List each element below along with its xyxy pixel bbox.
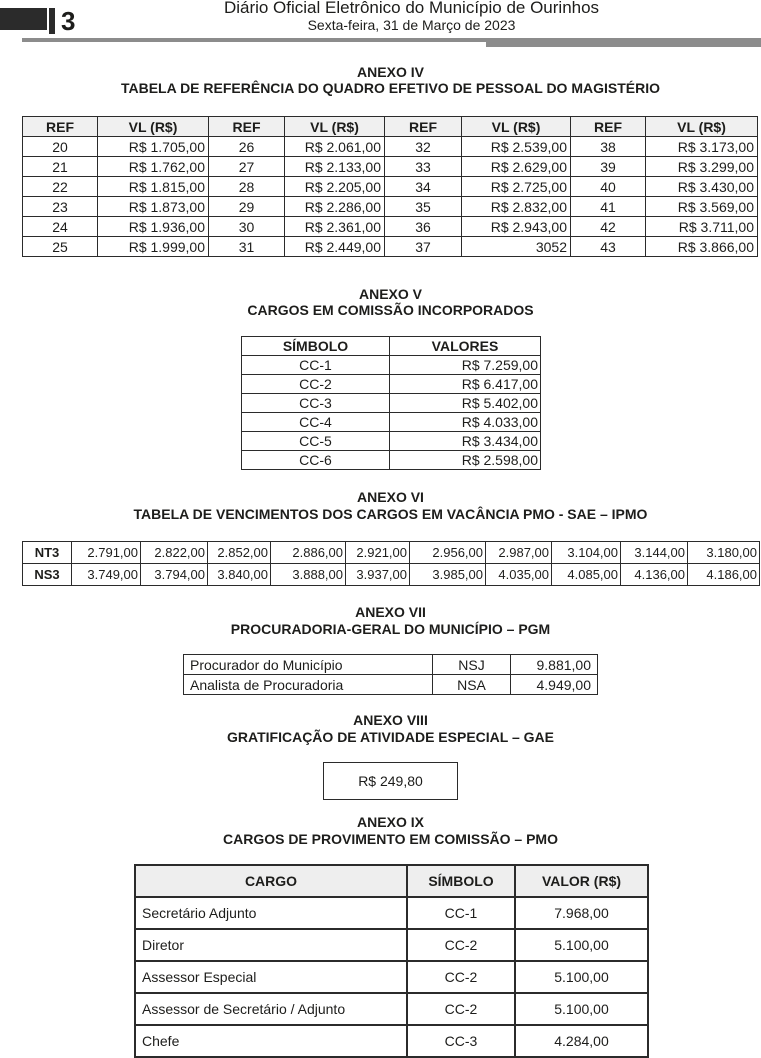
col-header-ref: REF	[571, 117, 646, 137]
position-cell: Analista de Procuradoria	[184, 675, 433, 695]
table-row	[23, 564, 760, 586]
value-cell: 3.144,00	[621, 542, 688, 564]
ref-cell: 25	[23, 237, 98, 257]
col-header-symbol: SÍMBOLO	[407, 865, 515, 897]
value-cell: R$ 2.449,00	[285, 237, 385, 257]
value-cell: R$ 5.402,00	[390, 394, 541, 413]
class-code-cell: NT3	[23, 542, 72, 564]
value-cell: R$ 3.569,00	[646, 197, 758, 217]
value-cell: 5.100,00	[515, 929, 648, 961]
value-cell: R$ 1.936,00	[98, 217, 209, 237]
table-row	[184, 655, 598, 675]
anexo9-title: ANEXO IX	[357, 814, 424, 830]
col-header-value: VL (R$)	[98, 117, 209, 137]
symbol-cell: CC-5	[242, 432, 390, 451]
ref-cell: 23	[23, 197, 98, 217]
value-cell: R$ 3.299,00	[646, 157, 758, 177]
symbol-cell: CC-4	[242, 413, 390, 432]
gae-value-box: R$ 249,80	[323, 762, 458, 800]
value-cell: 7.968,00	[515, 897, 648, 929]
col-header-value: VL (R$)	[462, 117, 571, 137]
value-cell: R$ 2.629,00	[462, 157, 571, 177]
ref-cell: 42	[571, 217, 646, 237]
value-cell: R$ 1.999,00	[98, 237, 209, 257]
value-cell: R$ 4.033,00	[390, 413, 541, 432]
table-row	[23, 197, 758, 217]
ref-cell: 35	[385, 197, 462, 217]
ref-cell: 29	[209, 197, 285, 217]
symbol-cell: CC-2	[407, 961, 515, 993]
value-cell: R$ 2.133,00	[285, 157, 385, 177]
journal-title: Diário Oficial Eletrônico do Município de Ourinhos	[223, 0, 600, 17]
ref-cell: 22	[23, 177, 98, 197]
table-row	[242, 394, 541, 413]
symbol-cell: CC-2	[407, 929, 515, 961]
table-row	[135, 961, 648, 993]
value-cell: 3.180,00	[688, 542, 760, 564]
anexo5-header-row	[242, 337, 541, 356]
value-cell: R$ 1.705,00	[98, 137, 209, 157]
table-row	[242, 432, 541, 451]
table-row	[23, 157, 758, 177]
col-header-values: VALORES	[390, 337, 541, 356]
anexo7-subtitle: PROCURADORIA-GERAL DO MUNICÍPIO – PGM	[230, 621, 551, 637]
value-cell: 3.794,00	[141, 564, 208, 586]
value-cell: 3.985,00	[410, 564, 486, 586]
value-cell: R$ 3.434,00	[390, 432, 541, 451]
value-cell: R$ 2.286,00	[285, 197, 385, 217]
ref-cell: 37	[385, 237, 462, 257]
value-cell: 3.104,00	[552, 542, 621, 564]
anexo4-header-row	[23, 117, 758, 137]
table-row	[242, 451, 541, 470]
col-header-ref: REF	[23, 117, 98, 137]
ref-cell: 39	[571, 157, 646, 177]
symbol-cell: CC-2	[242, 375, 390, 394]
anexo8-title: ANEXO VIII	[353, 712, 428, 728]
value-cell: 2.852,00	[208, 542, 271, 564]
anexo5-subtitle: CARGOS EM COMISSÃO INCORPORADOS	[247, 302, 534, 318]
ref-cell: 24	[23, 217, 98, 237]
ref-cell: 33	[385, 157, 462, 177]
ref-cell: 21	[23, 157, 98, 177]
table-row	[135, 1025, 648, 1057]
value-cell: 4.136,00	[621, 564, 688, 586]
page-number: 3	[61, 6, 76, 36]
value-cell: 4.284,00	[515, 1025, 648, 1057]
value-cell: 2.822,00	[141, 542, 208, 564]
col-header-symbol: SÍMBOLO	[242, 337, 390, 356]
col-header-ref: REF	[385, 117, 462, 137]
ref-cell: 30	[209, 217, 285, 237]
value-cell: R$ 2.598,00	[390, 451, 541, 470]
anexo9-header-row	[135, 865, 648, 897]
value-cell: R$ 2.832,00	[462, 197, 571, 217]
ref-cell: 40	[571, 177, 646, 197]
value-cell: R$ 2.361,00	[285, 217, 385, 237]
anexo7-title: ANEXO VII	[355, 604, 426, 620]
table-row	[242, 356, 541, 375]
symbol-cell: CC-2	[407, 993, 515, 1025]
position-cell: Assessor de Secretário / Adjunto	[135, 993, 407, 1025]
ref-cell: 34	[385, 177, 462, 197]
table-row	[184, 675, 598, 695]
ref-cell: 32	[385, 137, 462, 157]
anexo5-title: ANEXO V	[358, 286, 422, 302]
col-header-value: VALOR (R$)	[515, 865, 648, 897]
table-row	[242, 375, 541, 394]
col-header-position: CARGO	[135, 865, 407, 897]
anexo9-subtitle: CARGOS DE PROVIMENTO EM COMISSÃO – PMO	[222, 831, 558, 847]
value-cell: R$ 2.725,00	[462, 177, 571, 197]
value-cell: 3052	[462, 237, 571, 257]
value-cell: R$ 2.061,00	[285, 137, 385, 157]
header-rule-left	[22, 38, 486, 42]
table-row	[23, 177, 758, 197]
position-cell: Diretor	[135, 929, 407, 961]
position-cell: Secretário Adjunto	[135, 897, 407, 929]
value-cell: 3.840,00	[208, 564, 271, 586]
value-cell: R$ 2.205,00	[285, 177, 385, 197]
value-cell: R$ 6.417,00	[390, 375, 541, 394]
value-cell: R$ 1.762,00	[98, 157, 209, 177]
col-header-value: VL (R$)	[646, 117, 758, 137]
ref-cell: 31	[209, 237, 285, 257]
table-row	[135, 897, 648, 929]
symbol-cell: CC-1	[407, 897, 515, 929]
ref-cell: 36	[385, 217, 462, 237]
symbol-cell: CC-3	[242, 394, 390, 413]
symbol-cell: NSJ	[433, 655, 511, 675]
table-row	[23, 237, 758, 257]
col-header-value: VL (R$)	[285, 117, 385, 137]
ref-cell: 26	[209, 137, 285, 157]
class-code-cell: NS3	[23, 564, 72, 586]
value-cell: 9.881,00	[511, 655, 598, 675]
anexo8-subtitle: GRATIFICAÇÃO DE ATIVIDADE ESPECIAL – GAE	[227, 729, 554, 745]
value-cell: 4.186,00	[688, 564, 760, 586]
value-cell: 2.886,00	[271, 542, 346, 564]
value-cell: 3.888,00	[271, 564, 346, 586]
value-cell: R$ 3.430,00	[646, 177, 758, 197]
position-cell: Chefe	[135, 1025, 407, 1057]
anexo6-subtitle: TABELA DE VENCIMENTOS DOS CARGOS EM VACÂNCIA PMO - SAE – IPMO	[133, 506, 648, 522]
anexo4-table	[22, 116, 758, 257]
anexo6-table	[22, 541, 760, 586]
anexo4-title: ANEXO IV	[357, 64, 424, 80]
value-cell: 5.100,00	[515, 993, 648, 1025]
symbol-cell: NSA	[433, 675, 511, 695]
value-cell: R$ 3.866,00	[646, 237, 758, 257]
ref-cell: 27	[209, 157, 285, 177]
anexo6-title: ANEXO VI	[357, 489, 424, 505]
value-cell: 3.749,00	[72, 564, 141, 586]
table-row	[23, 542, 760, 564]
value-cell: R$ 7.259,00	[390, 356, 541, 375]
anexo9-table	[134, 864, 649, 1058]
value-cell: 5.100,00	[515, 961, 648, 993]
ref-cell: 20	[23, 137, 98, 157]
value-cell: 2.921,00	[346, 542, 410, 564]
table-row	[23, 217, 758, 237]
anexo4-subtitle: TABELA DE REFERÊNCIA DO QUADRO EFETIVO DE PESSOAL DO MAGISTÉRIO	[120, 80, 661, 96]
anexo7-table	[183, 654, 598, 695]
symbol-cell: CC-3	[407, 1025, 515, 1057]
value-cell: R$ 3.711,00	[646, 217, 758, 237]
ref-cell: 41	[571, 197, 646, 217]
position-cell: Procurador do Município	[184, 655, 433, 675]
value-cell: R$ 1.873,00	[98, 197, 209, 217]
col-header-ref: REF	[209, 117, 285, 137]
ref-cell: 28	[209, 177, 285, 197]
value-cell: 4.085,00	[552, 564, 621, 586]
table-row	[135, 993, 648, 1025]
value-cell: 2.956,00	[410, 542, 486, 564]
value-cell: R$ 2.539,00	[462, 137, 571, 157]
ref-cell: 43	[571, 237, 646, 257]
position-cell: Assessor Especial	[135, 961, 407, 993]
value-cell: 4.949,00	[511, 675, 598, 695]
value-cell: R$ 1.815,00	[98, 177, 209, 197]
table-row	[135, 929, 648, 961]
header-rule-right	[486, 38, 761, 47]
ref-cell: 38	[571, 137, 646, 157]
journal-date: Sexta-feira, 31 de Março de 2023	[307, 17, 516, 33]
value-cell: 2.987,00	[486, 542, 552, 564]
table-row	[242, 413, 541, 432]
symbol-cell: CC-1	[242, 356, 390, 375]
value-cell: R$ 2.943,00	[462, 217, 571, 237]
value-cell: 3.937,00	[346, 564, 410, 586]
value-cell: 2.791,00	[72, 542, 141, 564]
symbol-cell: CC-6	[242, 451, 390, 470]
anexo5-table	[241, 336, 541, 470]
value-cell: R$ 3.173,00	[646, 137, 758, 157]
table-row	[23, 137, 758, 157]
value-cell: 4.035,00	[486, 564, 552, 586]
